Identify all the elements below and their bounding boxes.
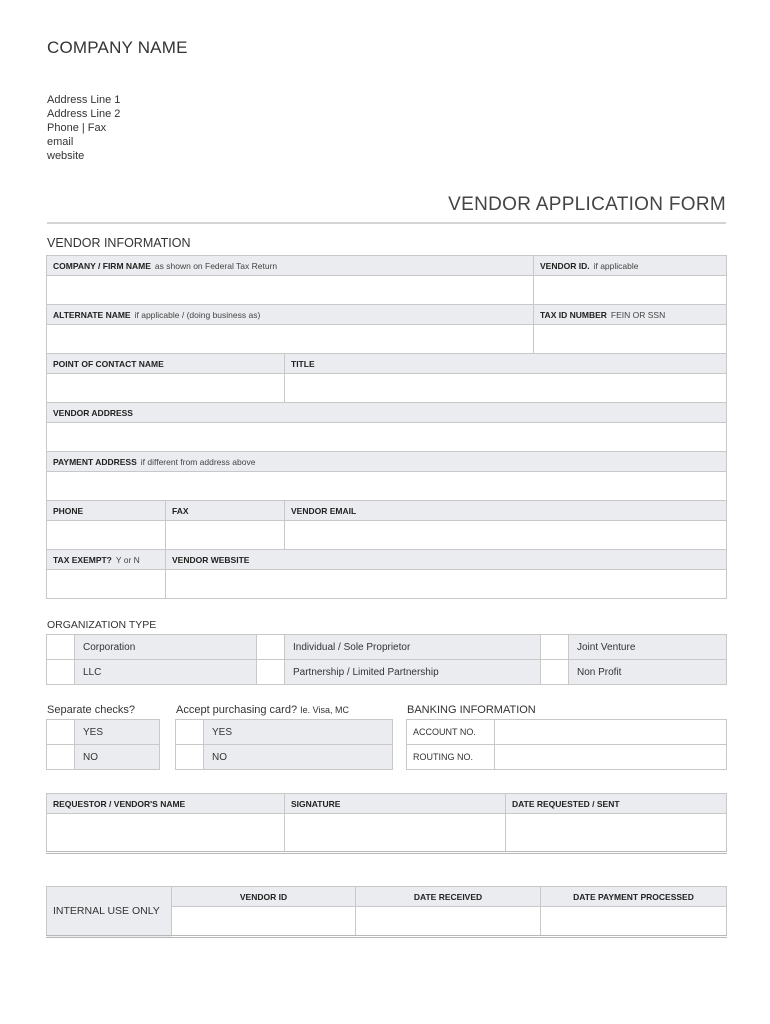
purchasing-card-yes-checkbox[interactable] [176,720,204,745]
alternate-name-header: ALTERNATE NAME if applicable / (doing business as) [47,305,534,325]
partnership-option: Partnership / Limited Partnership [285,660,541,685]
organization-type-table [46,634,727,685]
company-firm-name-header: COMPANY / FIRM NAME as shown on Federal Tax Return [47,256,534,276]
purchasing-card-no-label: NO [204,745,393,770]
payment-address-header: PAYMENT ADDRESS if different from address above [47,452,727,472]
tax-id-number-header: TAX ID NUMBER FEIN OR SSN [534,305,727,325]
separate-checks-table [46,719,160,770]
corporation-checkbox[interactable] [47,635,75,660]
joint-venture-option: Joint Venture [569,635,727,660]
banking-info-label: BANKING INFORMATION [407,704,536,716]
account-no-label: ACCOUNT NO. [407,720,495,745]
joint-venture-checkbox[interactable] [541,635,569,660]
vendor-website-field[interactable] [166,570,727,599]
routing-no-label: ROUTING NO. [407,745,495,770]
point-of-contact-header: POINT OF CONTACT NAME [47,354,285,374]
address-line-2: Address Line 2 [47,108,121,120]
tax-exempt-header: TAX EXEMPT? Y or N [47,550,166,570]
requestor-name-header: REQUESTOR / VENDOR'S NAME [47,794,285,814]
date-payment-processed-header: DATE PAYMENT PROCESSED [541,887,727,907]
vendor-info-section-label: VENDOR INFORMATION [47,236,191,250]
title-header: TITLE [285,354,727,374]
vendor-id-header: VENDOR ID. if applicable [534,256,727,276]
non-profit-option: Non Profit [569,660,727,685]
non-profit-checkbox[interactable] [541,660,569,685]
date-requested-field[interactable] [506,814,727,853]
internal-use-label: INTERNAL USE ONLY [47,887,172,937]
date-received-header: DATE RECEIVED [356,887,541,907]
vendor-address-field[interactable] [47,423,727,452]
routing-no-field[interactable] [495,745,727,770]
vendor-address-header: VENDOR ADDRESS [47,403,727,423]
separate-checks-no-checkbox[interactable] [47,745,75,770]
signature-field[interactable] [285,814,506,853]
phone-header: PHONE [47,501,166,521]
internal-vendor-id-header: VENDOR ID [172,887,356,907]
individual-checkbox[interactable] [257,635,285,660]
organization-type-label: ORGANIZATION TYPE [47,619,157,631]
tax-id-number-field[interactable] [534,325,727,354]
partnership-checkbox[interactable] [257,660,285,685]
banking-info-table [406,719,727,770]
individual-option: Individual / Sole Proprietor [285,635,541,660]
vendor-info-table [46,255,727,599]
date-requested-header: DATE REQUESTED / SENT [506,794,727,814]
payment-address-field[interactable] [47,472,727,501]
separate-checks-yes-checkbox[interactable] [47,720,75,745]
requestor-name-field[interactable] [47,814,285,853]
address-block [47,93,120,163]
form-title: VENDOR APPLICATION FORM [448,194,726,215]
requestor-table [46,793,727,854]
purchasing-card-no-checkbox[interactable] [176,745,204,770]
point-of-contact-field[interactable] [47,374,285,403]
date-payment-processed-field[interactable] [541,907,727,937]
separate-checks-yes-label: YES [75,720,160,745]
purchasing-card-yes-label: YES [204,720,393,745]
fax-field[interactable] [166,521,285,550]
vendor-id-field[interactable] [534,276,727,305]
llc-option: LLC [75,660,257,685]
internal-use-table [46,886,727,938]
llc-checkbox[interactable] [47,660,75,685]
vendor-email-field[interactable] [285,521,727,550]
purchasing-card-label: Accept purchasing card? Ie. Visa, MC [176,704,349,716]
account-no-field[interactable] [495,720,727,745]
phone-field[interactable] [47,521,166,550]
company-firm-name-field[interactable] [47,276,534,305]
tax-exempt-field[interactable] [47,570,166,599]
address-line-1: Address Line 1 [47,94,121,106]
title-field[interactable] [285,374,727,403]
alternate-name-field[interactable] [47,325,534,354]
company-name: COMPANY NAME [47,38,188,57]
title-divider [47,222,726,224]
vendor-website-header: VENDOR WEBSITE [166,550,727,570]
purchasing-card-note: Ie. Visa, MC [300,705,349,715]
phone-fax-line: Phone | Fax [47,122,107,134]
internal-vendor-id-field[interactable] [172,907,356,937]
date-received-field[interactable] [356,907,541,937]
separate-checks-label: Separate checks? [47,704,136,716]
vendor-email-header: VENDOR EMAIL [285,501,727,521]
purchasing-card-table [175,719,393,770]
email-line: email [47,136,74,148]
fax-header: FAX [166,501,285,521]
corporation-option: Corporation [75,635,257,660]
separate-checks-no-label: NO [75,745,160,770]
signature-header: SIGNATURE [285,794,506,814]
website-line: website [47,150,85,162]
